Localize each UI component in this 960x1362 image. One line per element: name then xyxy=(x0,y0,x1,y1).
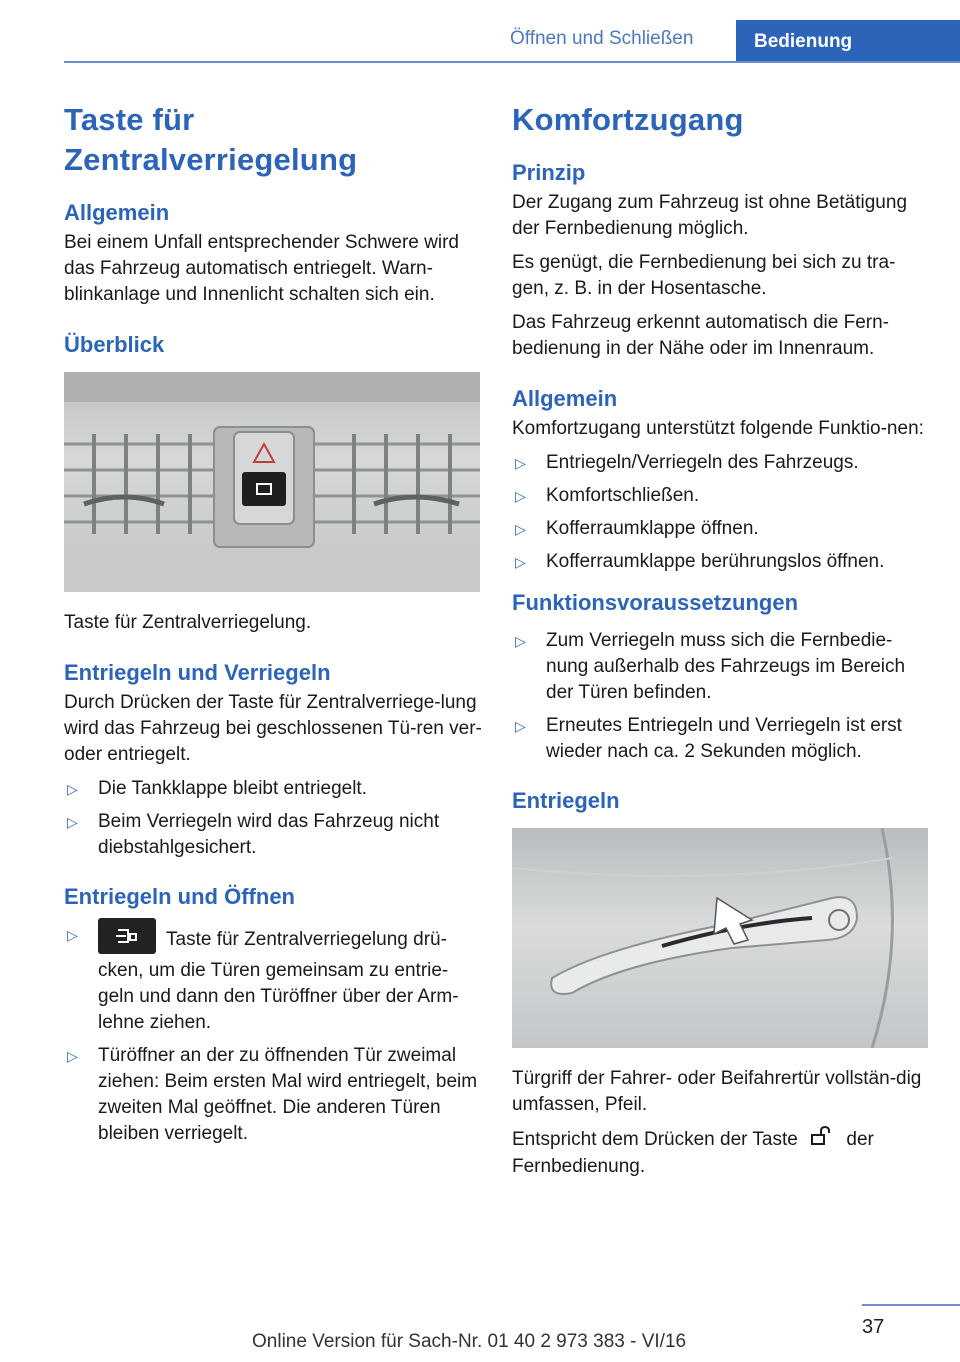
heading-ueberblick: Überblick xyxy=(64,332,165,357)
ueberblick-caption: Taste für Zentralverriegelung. xyxy=(64,612,312,633)
komfort-functions-list xyxy=(512,450,930,575)
bullet-triangle-icon: ▷ xyxy=(515,521,526,537)
heading-entriegeln: Entriegeln xyxy=(512,788,620,813)
list-item: ▷ Kofferraumklappe berührungslos öffnen. xyxy=(512,549,930,575)
entriegeln-verriegeln-text: Durch Drücken der Taste für Zentralverriege-lung wird das Fahrzeug bei geschlossenen Tü-ren ver- oder entriegelt. xyxy=(64,692,482,765)
list-item: ▷ Die Tankklappe bleibt entriegelt. xyxy=(64,776,482,802)
vent-illustration xyxy=(64,372,480,592)
list-item: ▷ Zum Verriegeln muss sich die Fernbedie-nung außerhalb des Fahrzeugs im Bereich der Türen befinden. xyxy=(515,630,906,703)
bullet-triangle-icon: ▷ xyxy=(515,488,526,504)
door-handle-image xyxy=(512,828,928,1048)
bullet-triangle-icon: ▷ xyxy=(515,455,526,471)
allgemein-text-left: Bei einem Unfall entsprechender Schwere wird das Fahrzeug automatisch entriegelt. Warn-blinkanlage und Innenlicht schalten sich ein. xyxy=(64,232,459,305)
right-column xyxy=(512,100,930,1188)
section-title: Öffnen und Schließen xyxy=(510,28,694,49)
heading-allgemein-left: Allgemein xyxy=(64,200,170,225)
prinzip-p1: Der Zugang zum Fahrzeug ist ohne Betätigung der Fernbedienung möglich. xyxy=(512,192,908,239)
heading-prinzip: Prinzip xyxy=(512,160,586,185)
heading-entriegeln-oeffnen: Entriegeln und Öffnen xyxy=(64,884,295,909)
entriegeln-remote-text: Entspricht dem Drücken der Taste der Fernbedienung. xyxy=(512,1126,930,1180)
prinzip-p2: Es genügt, die Fernbedienung bei sich zu tra-gen, z. B. in der Hosentasche. xyxy=(512,252,896,299)
prinzip-p3: Das Fahrzeug erkennt automatisch die Fern-bedienung in der Nähe oder im Innenraum. xyxy=(512,312,890,359)
voraussetzungen-list xyxy=(512,628,930,765)
header-rule xyxy=(64,61,960,63)
allgemein-text-right: Komfortzugang unterstützt folgende Funktio-nen: xyxy=(512,418,924,439)
bullet-triangle-icon: ▷ xyxy=(515,633,526,649)
heading-funktionsvoraussetzungen: Funktionsvoraussetzungen xyxy=(512,590,799,615)
central-lock-button-image xyxy=(64,372,480,592)
heading-allgemein-right: Allgemein xyxy=(512,386,618,411)
unlock-icon xyxy=(809,1126,835,1154)
chapter-tab: Bedienung xyxy=(736,20,960,62)
bullet-triangle-icon: ▷ xyxy=(515,554,526,570)
left-title: Taste für Zentralverriegelung xyxy=(64,102,358,177)
door-handle-illustration xyxy=(512,828,928,1048)
entriegeln-oeffnen-list xyxy=(64,922,482,1147)
bullet-triangle-icon: ▷ xyxy=(67,1048,78,1064)
entriegeln-verriegeln-list xyxy=(64,776,482,861)
list-item: ▷ Erneutes Entriegeln und Verriegeln ist erst wieder nach ca. 2 Sekunden möglich. xyxy=(515,715,902,762)
page-header xyxy=(0,0,960,66)
list-item: ▷ Entriegeln/Verriegeln des Fahrzeugs. xyxy=(512,450,930,476)
right-title: Komfortzugang xyxy=(512,102,744,137)
entriegeln-caption: Türgriff der Fahrer- oder Beifahrertür vollstän-dig umfassen, Pfeil. xyxy=(512,1068,922,1115)
page-number: 37 xyxy=(862,1316,885,1338)
central-lock-button-icon xyxy=(98,918,156,954)
list-item: ▷ Beim Verriegeln wird das Fahrzeug nicht diebstahlgesichert. xyxy=(67,811,440,858)
heading-entriegeln-verriegeln: Entriegeln und Verriegeln xyxy=(64,660,331,685)
footer-rule xyxy=(862,1304,960,1306)
list-item: ▷ Kofferraumklappe öffnen. xyxy=(512,516,930,542)
footer-text: Online Version für Sach-Nr. 01 40 2 973 383 - VI/16 xyxy=(252,1331,687,1352)
bullet-triangle-icon: ▷ xyxy=(67,814,78,830)
bullet-triangle-icon: ▷ xyxy=(67,781,78,797)
left-column xyxy=(64,100,482,1154)
list-item: ▷ Taste für Zentralverriegelung drü-cken, um die Türen gemeinsam zu entrie-geln und dann den Türöffner über der Arm-lehne ziehen. xyxy=(64,922,482,1036)
bullet-triangle-icon: ▷ xyxy=(515,718,526,734)
bullet-triangle-icon: ▷ xyxy=(67,927,78,943)
list-item: ▷ Türöffner an der zu öffnenden Tür zweimal ziehen: Beim ersten Mal wird entriegelt, beim zweiten Mal geöffnet. Die anderen Türen bleiben verriegelt. xyxy=(67,1045,478,1144)
list-item: ▷ Komfortschließen. xyxy=(512,483,930,509)
